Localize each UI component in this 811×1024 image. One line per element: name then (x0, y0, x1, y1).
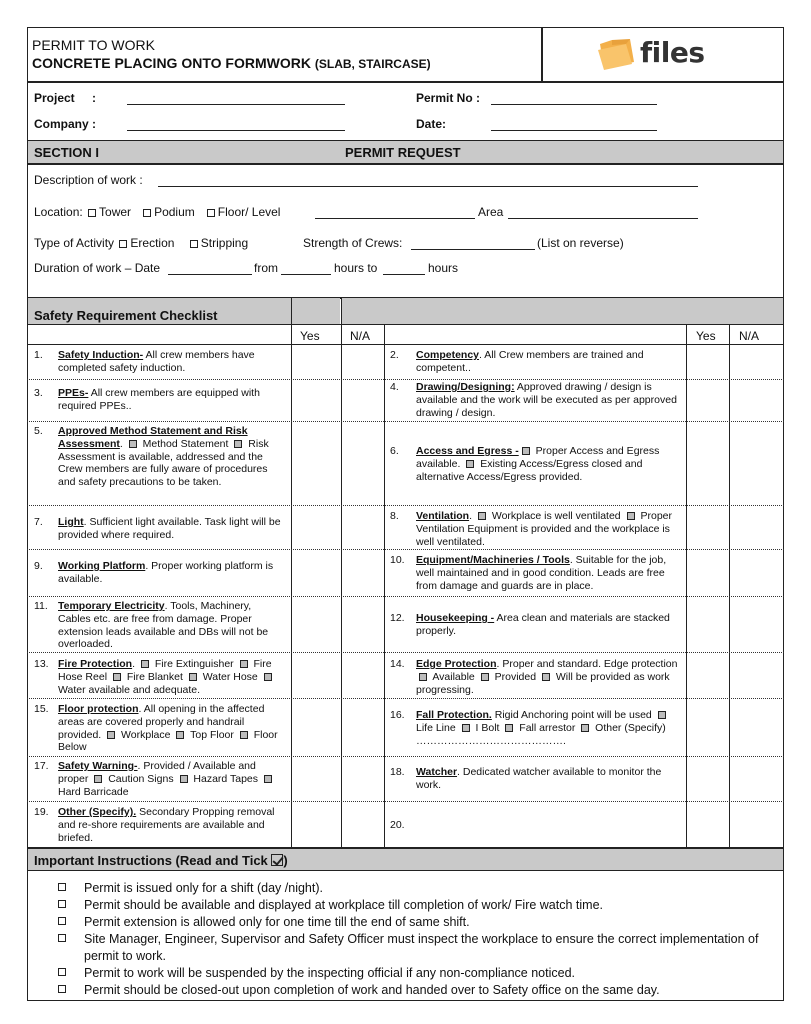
description-field[interactable] (158, 186, 698, 187)
crew-label: Strength of Crews: (303, 236, 403, 250)
activity-label: Type of Activity (34, 236, 115, 250)
fire-extinguisher-checkbox[interactable] (141, 660, 149, 668)
activity-erection-label: Erection (130, 236, 175, 250)
row-sep-3 (27, 505, 784, 506)
item14-text: Edge Protection. Proper and standard. Edge protection Available Provided Will be provided as work progressing. (416, 658, 678, 696)
item14-number: 14. (390, 658, 405, 670)
life-line-checkbox[interactable] (658, 711, 666, 719)
crew-note: (List on reverse) (537, 236, 624, 250)
item6-text: Access and Egress - Proper Access and Egress available. Existing Access/Egress closed and alternative Access/Egress provided. (416, 445, 660, 483)
area-field[interactable] (508, 218, 698, 219)
item2-number: 2. (390, 349, 399, 361)
company-field[interactable] (127, 130, 345, 131)
item19-text: Other (Specify). Secondary Propping removal and re-shore requirements are available and briefed. (58, 806, 275, 844)
col-na-left: N/A (350, 329, 371, 343)
workplace-checkbox[interactable] (107, 731, 115, 739)
from-field[interactable] (281, 274, 331, 275)
item7-number: 7. (34, 516, 43, 528)
water-available-checkbox[interactable] (264, 673, 272, 681)
instruction-2-checkbox[interactable] (58, 900, 66, 908)
instruction-5-checkbox[interactable] (58, 968, 66, 976)
item18-text: Watcher. Dedicated watcher available to monitor the work. (416, 766, 662, 791)
activity-erection-checkbox[interactable] (119, 240, 127, 248)
item1-number: 1. (34, 349, 43, 361)
instruction-3-checkbox[interactable] (58, 917, 66, 925)
section1-label: SECTION I (34, 145, 100, 160)
col-yes-right: Yes (696, 329, 716, 343)
i-bolt-checkbox[interactable] (462, 724, 470, 732)
description-label: Description of work : (34, 173, 143, 187)
edge-will-be-provided-checkbox[interactable] (542, 673, 550, 681)
water-hose-checkbox[interactable] (189, 673, 197, 681)
files-logo (596, 36, 728, 72)
instructions-title: Important Instructions (Read and Tick ) (34, 853, 288, 868)
project-label: Project (34, 91, 75, 105)
top-floor-checkbox[interactable] (176, 731, 184, 739)
section1-header-rule (27, 163, 784, 165)
col-line-yes-right (686, 324, 687, 847)
item11-number: 11. (34, 600, 48, 612)
colhead-rule (27, 344, 784, 345)
col-na-right: N/A (739, 329, 760, 343)
risk-assessment-checkbox[interactable] (234, 440, 242, 448)
item4-text: Drawing/Designing: Approved drawing / design is available and the work will be executed as per approved drawing / design. (416, 381, 677, 419)
item6-number: 6. (390, 445, 399, 457)
edge-available-checkbox[interactable] (419, 673, 427, 681)
item13-number: 13. (34, 658, 49, 670)
item18-number: 18. (390, 766, 405, 778)
floor-level-field[interactable] (315, 218, 475, 219)
item15-text: Floor protection. All opening in the affected areas are covered properly and handrail provided. Workplace Top Floor Floor Below (58, 703, 278, 754)
item16-number: 16. (390, 709, 405, 721)
fire-blanket-checkbox[interactable] (113, 673, 121, 681)
edge-provided-checkbox[interactable] (481, 673, 489, 681)
item8-text: Ventilation. Workplace is well ventilated Proper Ventilation Equipment is provided and the workplace is well ventilated. (416, 510, 672, 548)
date-label: Date: (416, 117, 447, 131)
item1-text: Safety Induction- All crew members have completed safety induction. (58, 349, 255, 374)
hours-label: hours (428, 261, 459, 275)
instruction-1-checkbox[interactable] (58, 883, 66, 891)
crew-field[interactable] (411, 249, 535, 250)
existing-access-checkbox[interactable] (466, 460, 474, 468)
ventilation-equipment-checkbox[interactable] (627, 512, 635, 520)
form-title-line2 (32, 55, 431, 71)
folder-logo-icon (596, 36, 640, 72)
hard-barricade-checkbox[interactable] (264, 775, 272, 783)
checklist-header-bar-right (342, 298, 783, 324)
hazard-tapes-checkbox[interactable] (180, 775, 188, 783)
location-podium-label: Podium (154, 205, 195, 219)
method-statement-checkbox[interactable] (129, 440, 137, 448)
area-label: Area (478, 205, 504, 219)
checklist-header-rule (27, 324, 784, 325)
header-bottom-rule (27, 81, 784, 83)
row-sep-4 (27, 549, 784, 550)
activity-row (34, 236, 248, 250)
fall-other-checkbox[interactable] (581, 724, 589, 732)
col-line-na-right (729, 324, 730, 847)
section1-title: PERMIT REQUEST (345, 145, 461, 160)
caution-signs-checkbox[interactable] (94, 775, 102, 783)
activity-stripping-label: Stripping (200, 236, 249, 250)
tick-box-icon (271, 854, 283, 866)
item16-text: Fall Protection. Rigid Anchoring point will be used Life Line I Bolt Fall arrestor Other (Specify) ……………………………………. (416, 709, 666, 747)
date-field[interactable] (491, 130, 657, 131)
row-sep-7 (27, 698, 784, 699)
form-title-main: CONCRETE PLACING ONTO FORMWORK (32, 55, 311, 71)
header-divider (541, 27, 543, 81)
row-sep-9 (27, 801, 784, 802)
floor-below-checkbox[interactable] (240, 731, 248, 739)
item9-text: Working Platform. Proper working platform is available. (58, 560, 274, 585)
instruction-4-checkbox[interactable] (58, 934, 66, 942)
item20-number: 20. (390, 819, 405, 831)
item17-number: 17. (34, 760, 49, 772)
item12-text: Housekeeping - Area clean and materials are stacked properly. (416, 612, 670, 637)
checklist-title: Safety Requirement Checklist (34, 308, 218, 323)
row-sep-2 (27, 421, 784, 422)
from-label: from (254, 261, 278, 275)
item10-number: 10. (390, 554, 405, 566)
item8-number: 8. (390, 510, 399, 522)
form-title-line1: PERMIT TO WORK (32, 37, 155, 53)
location-podium-checkbox[interactable] (143, 209, 151, 217)
item13-text: Fire Protection. Fire Extinguisher Fire Hose Reel Fire Blanket Water Hose Water available and adequate. (58, 658, 272, 696)
item3-text: PPEs- All crew members are equipped with required PPEs.. (58, 387, 260, 412)
location-tower-label: Tower (99, 205, 132, 219)
item10-text: Equipment/Machineries / Tools. Suitable for the job, well maintained and in good condition. Leads are free from damage and guards are in place. (416, 554, 667, 592)
fall-arrestor-checkbox[interactable] (505, 724, 513, 732)
location-label: Location: (34, 205, 83, 219)
item5-text: Approved Method Statement and Risk Assessment. Method Statement Risk Assessment is available, addressed and the Crew members are fully aware of procedures and safety precautions to be taken. (58, 425, 269, 489)
hours-to-label: hours to (334, 261, 378, 275)
row-sep-8 (27, 756, 784, 757)
duration-label: Duration of work – Date (34, 261, 161, 275)
item15-number: 15. (34, 703, 49, 715)
instruction-6-checkbox[interactable] (58, 985, 66, 993)
row-sep-1 (27, 379, 784, 380)
item5-number: 5. (34, 425, 43, 437)
item9-number: 9. (34, 560, 43, 572)
row-sep-6 (27, 652, 784, 653)
col-line-mid (384, 324, 385, 847)
proper-access-checkbox[interactable] (522, 447, 530, 455)
instructions-header-rule (27, 870, 784, 871)
company-label: Company : (34, 117, 97, 131)
form-title-sub: (SLAB, STAIRCASE) (314, 57, 431, 71)
fire-hose-reel-checkbox[interactable] (240, 660, 248, 668)
project-colon: : (92, 91, 96, 105)
col-yes-left: Yes (300, 329, 320, 343)
to-field[interactable] (383, 274, 425, 275)
item12-number: 12. (390, 612, 405, 624)
workplace-ventilated-checkbox[interactable] (478, 512, 486, 520)
item19-number: 19. (34, 806, 49, 818)
permit-no-label: Permit No : (416, 91, 481, 105)
item4-number: 4. (390, 381, 399, 393)
item7-text: Light. Sufficient light available. Task light will be provided where required. (58, 516, 281, 541)
item17-text: Safety Warning-. Provided / Available and proper Caution Signs Hazard Tapes Hard Barricade (58, 760, 286, 798)
duration-date-field[interactable] (168, 274, 252, 275)
location-tower-checkbox[interactable] (88, 209, 96, 217)
permit-no-field[interactable] (491, 104, 657, 105)
location-floor-label: Floor/ Level (217, 205, 281, 219)
item3-number: 3. (34, 387, 43, 399)
activity-stripping-checkbox[interactable] (190, 240, 198, 248)
item11-text: Temporary Electricity. Tools, Machinery, Cables etc. are free from damage. Proper extension leads available and DBs will not be overloaded. (58, 600, 269, 651)
logo-text: files (640, 36, 705, 69)
location-row (34, 205, 280, 219)
row-sep-5 (27, 596, 784, 597)
item2-text: Competency. All Crew members are trained and competent.. (416, 349, 644, 374)
project-field[interactable] (127, 104, 345, 105)
location-floor-checkbox[interactable] (207, 209, 215, 217)
